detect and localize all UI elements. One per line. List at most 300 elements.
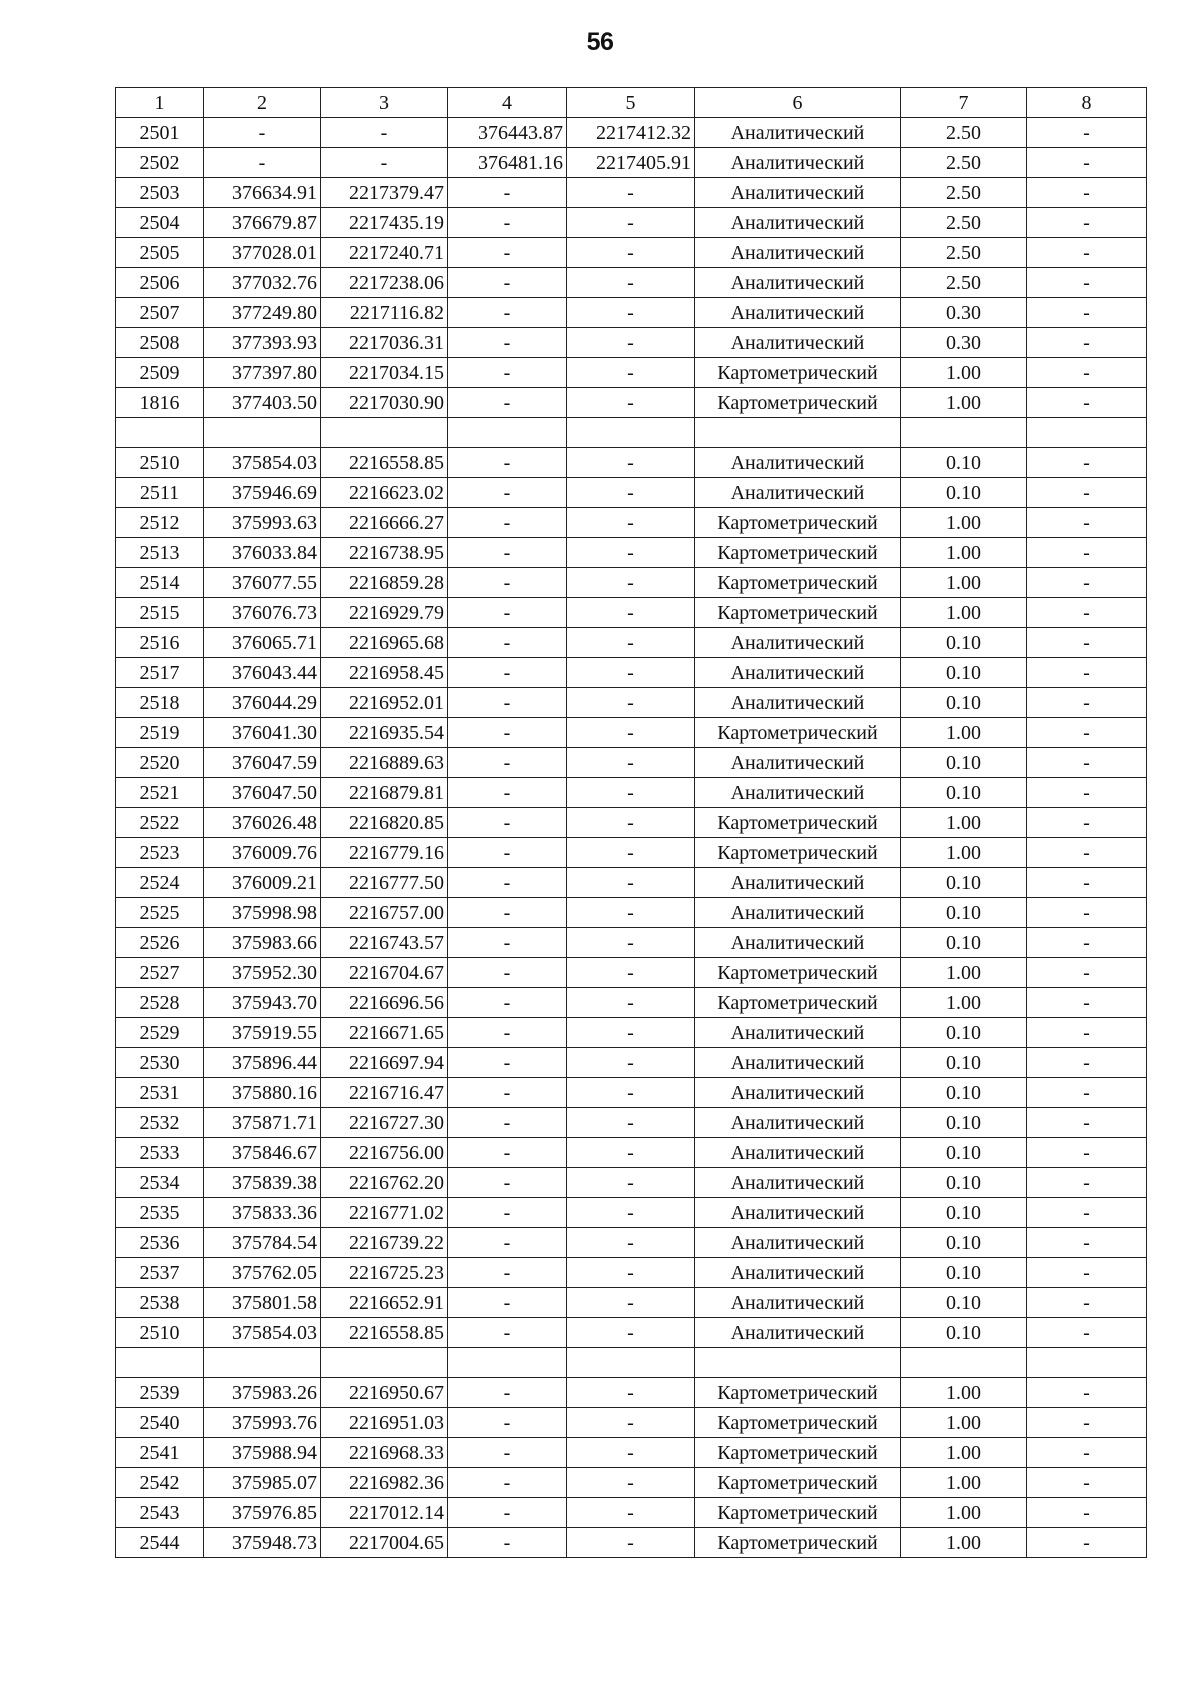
table-cell: Аналитический (695, 328, 901, 358)
table-cell: 375946.69 (204, 478, 321, 508)
table-cell: Аналитический (695, 628, 901, 658)
table-cell: 2508 (116, 328, 204, 358)
table-cell: 0.30 (901, 328, 1027, 358)
table-cell: 2506 (116, 268, 204, 298)
table-cell: - (1027, 658, 1147, 688)
table-cell: 0.10 (901, 928, 1027, 958)
table-cell: Аналитический (695, 148, 901, 178)
table-cell: 377403.50 (204, 388, 321, 418)
table-cell: - (567, 958, 695, 988)
table-cell: 0.10 (901, 478, 1027, 508)
table-cell: 375839.38 (204, 1168, 321, 1198)
table-cell: 2532 (116, 1108, 204, 1138)
table-cell: 377028.01 (204, 238, 321, 268)
table-cell (901, 418, 1027, 448)
table-cell: 375948.73 (204, 1528, 321, 1558)
table-cell: - (448, 808, 567, 838)
table-cell: - (1027, 958, 1147, 988)
table-cell: 1.00 (901, 388, 1027, 418)
table-cell: 2216696.56 (321, 988, 448, 1018)
table-cell: 2517 (116, 658, 204, 688)
table-cell: Картометрический (695, 988, 901, 1018)
table-row (116, 178, 1147, 208)
table-cell: 1.00 (901, 1528, 1027, 1558)
table-row (116, 1438, 1147, 1468)
table-cell: 2217036.31 (321, 328, 448, 358)
table-cell: 2217240.71 (321, 238, 448, 268)
table-row (116, 808, 1147, 838)
table-cell: 2216859.28 (321, 568, 448, 598)
table-cell: 2216739.22 (321, 1228, 448, 1258)
table-cell: Картометрический (695, 1378, 901, 1408)
table-cell: 0.10 (901, 1318, 1027, 1348)
table-cell: Картометрический (695, 508, 901, 538)
table-cell: - (1027, 568, 1147, 598)
table-cell: 377393.93 (204, 328, 321, 358)
table-cell: 2216666.27 (321, 508, 448, 538)
table-cell: 2217004.65 (321, 1528, 448, 1558)
table-cell (567, 1348, 695, 1378)
table-cell: Картометрический (695, 1498, 901, 1528)
table-cell: - (448, 838, 567, 868)
table-cell: 1.00 (901, 1378, 1027, 1408)
table-cell: 2534 (116, 1168, 204, 1198)
table-row (116, 868, 1147, 898)
table-cell: Аналитический (695, 928, 901, 958)
table-cell: 2.50 (901, 118, 1027, 148)
table-cell: - (1027, 178, 1147, 208)
table-cell: - (1027, 1438, 1147, 1468)
table-cell: - (448, 238, 567, 268)
table-cell: 0.10 (901, 1288, 1027, 1318)
table-cell: - (1027, 1108, 1147, 1138)
table-cell: Картометрический (695, 598, 901, 628)
table-cell: 2509 (116, 358, 204, 388)
table-cell: 376077.55 (204, 568, 321, 598)
table-row (116, 598, 1147, 628)
table-cell (695, 1348, 901, 1378)
table-cell: - (1027, 1288, 1147, 1318)
table-cell: Аналитический (695, 1018, 901, 1048)
table-row (116, 1078, 1147, 1108)
table-cell: - (448, 448, 567, 478)
table-cell: 2217238.06 (321, 268, 448, 298)
table-cell: 0.10 (901, 658, 1027, 688)
table-cell: Картометрический (695, 388, 901, 418)
table-cell: 0.10 (901, 1138, 1027, 1168)
table-cell: 2216879.81 (321, 778, 448, 808)
table-cell: - (567, 178, 695, 208)
table-cell: 2531 (116, 1078, 204, 1108)
table-cell: - (448, 298, 567, 328)
table-row (116, 1318, 1147, 1348)
table-cell: Аналитический (695, 448, 901, 478)
table-cell: 375854.03 (204, 1318, 321, 1348)
table-cell: - (448, 268, 567, 298)
table-cell: 376047.50 (204, 778, 321, 808)
table-cell: 376047.59 (204, 748, 321, 778)
table-cell: - (448, 898, 567, 928)
table-cell: 1.00 (901, 838, 1027, 868)
table-cell: - (448, 1168, 567, 1198)
table-cell: 376679.87 (204, 208, 321, 238)
table-cell: 2537 (116, 1258, 204, 1288)
table-cell: 2216652.91 (321, 1288, 448, 1318)
separator-row (116, 1348, 1147, 1378)
table-cell: 376443.87 (448, 118, 567, 148)
table-cell: 1.00 (901, 988, 1027, 1018)
table-cell: - (448, 868, 567, 898)
table-cell: 2536 (116, 1228, 204, 1258)
table-cell: Аналитический (695, 898, 901, 928)
table-cell: 0.10 (901, 868, 1027, 898)
table-cell: 376481.16 (448, 148, 567, 178)
table-cell: - (448, 1438, 567, 1468)
table-cell: - (448, 598, 567, 628)
table-cell: 2216779.16 (321, 838, 448, 868)
table-cell: - (448, 1138, 567, 1168)
table-cell: 2543 (116, 1498, 204, 1528)
table-row (116, 778, 1147, 808)
table-cell: - (448, 508, 567, 538)
table-cell: - (448, 1228, 567, 1258)
table-cell: - (567, 838, 695, 868)
table-cell: 375801.58 (204, 1288, 321, 1318)
table-cell: - (1027, 1078, 1147, 1108)
table-cell: Аналитический (695, 238, 901, 268)
table-row (116, 538, 1147, 568)
table-cell: Аналитический (695, 1108, 901, 1138)
table-cell: - (567, 1078, 695, 1108)
table-cell: 375784.54 (204, 1228, 321, 1258)
table-cell: - (567, 718, 695, 748)
table-cell: - (567, 1318, 695, 1348)
table-cell: - (448, 208, 567, 238)
table-cell: 1.00 (901, 1468, 1027, 1498)
page-number: 56 (586, 28, 614, 56)
table-cell (116, 418, 204, 448)
table-cell: - (1027, 118, 1147, 148)
table-cell: - (448, 1258, 567, 1288)
table-cell: 2216965.68 (321, 628, 448, 658)
table-cell: 1.00 (901, 538, 1027, 568)
table-cell: - (448, 1378, 567, 1408)
table-row (116, 748, 1147, 778)
table-cell: 375943.70 (204, 988, 321, 1018)
table-cell: 2216743.57 (321, 928, 448, 958)
table-cell: - (567, 1498, 695, 1528)
table-cell: 376033.84 (204, 538, 321, 568)
table-row (116, 1228, 1147, 1258)
table-row (116, 988, 1147, 1018)
table-cell: 2.50 (901, 208, 1027, 238)
table-cell: 375993.76 (204, 1408, 321, 1438)
table-cell: - (204, 118, 321, 148)
table-cell: 2216771.02 (321, 1198, 448, 1228)
table-cell: - (1027, 808, 1147, 838)
table-cell: 2216558.85 (321, 448, 448, 478)
column-header: 8 (1027, 88, 1147, 118)
table-row (116, 658, 1147, 688)
table-cell: 0.30 (901, 298, 1027, 328)
table-cell: - (1027, 868, 1147, 898)
table-row (116, 478, 1147, 508)
table-cell: - (1027, 358, 1147, 388)
table-cell: 2216716.47 (321, 1078, 448, 1108)
table-cell: 2507 (116, 298, 204, 328)
table-cell: 2514 (116, 568, 204, 598)
table-cell: 2.50 (901, 268, 1027, 298)
table-cell: - (567, 778, 695, 808)
table-cell: 1.00 (901, 1498, 1027, 1528)
table-cell: Аналитический (695, 868, 901, 898)
table-cell (448, 418, 567, 448)
table-cell: 0.10 (901, 778, 1027, 808)
table-cell: 2.50 (901, 238, 1027, 268)
table-row (116, 298, 1147, 328)
table-cell: - (448, 538, 567, 568)
table-cell: Аналитический (695, 748, 901, 778)
table-cell: 376076.73 (204, 598, 321, 628)
table-cell: 2510 (116, 448, 204, 478)
table-cell: 2217030.90 (321, 388, 448, 418)
table-cell: 2216738.95 (321, 538, 448, 568)
table-cell: - (1027, 268, 1147, 298)
table-cell: 376044.29 (204, 688, 321, 718)
table-cell: - (1027, 208, 1147, 238)
table-cell: - (567, 1018, 695, 1048)
table-cell: 2217034.15 (321, 358, 448, 388)
table-cell: 2216777.50 (321, 868, 448, 898)
table-cell (901, 1348, 1027, 1378)
table-cell: Аналитический (695, 1078, 901, 1108)
table-row (116, 1018, 1147, 1048)
table-cell: 1.00 (901, 808, 1027, 838)
table-cell: 2510 (116, 1318, 204, 1348)
table-cell: 2525 (116, 898, 204, 928)
table-cell: 2542 (116, 1468, 204, 1498)
table-cell: - (448, 478, 567, 508)
table-cell: - (448, 1048, 567, 1078)
table-row (116, 268, 1147, 298)
table-cell: - (448, 628, 567, 658)
table-cell: - (1027, 238, 1147, 268)
table-cell: Картометрический (695, 958, 901, 988)
table-cell: 2216725.23 (321, 1258, 448, 1288)
table-cell: - (567, 1108, 695, 1138)
table-cell: 377249.80 (204, 298, 321, 328)
table-cell: - (448, 1408, 567, 1438)
table-cell: 2511 (116, 478, 204, 508)
table-row (116, 1198, 1147, 1228)
table-cell (204, 418, 321, 448)
table-cell: Аналитический (695, 688, 901, 718)
table-cell: 2216623.02 (321, 478, 448, 508)
table-cell: 2541 (116, 1438, 204, 1468)
table-cell: - (1027, 688, 1147, 718)
table-cell: Аналитический (695, 298, 901, 328)
table-cell: Аналитический (695, 178, 901, 208)
table-cell: - (567, 748, 695, 778)
table-cell: 1.00 (901, 1408, 1027, 1438)
table-cell: - (567, 208, 695, 238)
table-cell: Картометрический (695, 568, 901, 598)
table-cell: 2516 (116, 628, 204, 658)
table-cell: - (1027, 628, 1147, 658)
table-cell: Аналитический (695, 478, 901, 508)
table-cell: - (1027, 1138, 1147, 1168)
table-cell: 1.00 (901, 358, 1027, 388)
table-cell: 2217405.91 (567, 148, 695, 178)
table-cell: 0.10 (901, 1048, 1027, 1078)
table-cell: Аналитический (695, 208, 901, 238)
table-cell: Аналитический (695, 1048, 901, 1078)
table-cell: - (1027, 1018, 1147, 1048)
table-cell: Картометрический (695, 808, 901, 838)
table-row (116, 1498, 1147, 1528)
table-cell (204, 1348, 321, 1378)
table-cell: - (1027, 298, 1147, 328)
table-cell: - (567, 1378, 695, 1408)
table-cell: - (448, 388, 567, 418)
table-cell: - (448, 568, 567, 598)
table-cell: - (567, 688, 695, 718)
table-cell: 2216982.36 (321, 1468, 448, 1498)
table-cell: - (567, 1258, 695, 1288)
table-cell: 375993.63 (204, 508, 321, 538)
table-cell: 2216820.85 (321, 808, 448, 838)
table-cell: 2502 (116, 148, 204, 178)
table-cell: - (448, 1108, 567, 1138)
table-cell: 2216727.30 (321, 1108, 448, 1138)
table-cell: 2.50 (901, 178, 1027, 208)
table-cell: 2544 (116, 1528, 204, 1558)
table-cell: 2522 (116, 808, 204, 838)
table-cell: - (321, 118, 448, 148)
table-cell: 2216558.85 (321, 1318, 448, 1348)
table-cell: 0.10 (901, 898, 1027, 928)
table-cell: Картометрический (695, 1528, 901, 1558)
table-cell: - (567, 568, 695, 598)
table-cell: Картометрический (695, 1438, 901, 1468)
table-cell (321, 1348, 448, 1378)
table-cell: 376009.76 (204, 838, 321, 868)
table-cell: 0.10 (901, 1108, 1027, 1138)
table-cell: - (448, 1318, 567, 1348)
table-row (116, 1288, 1147, 1318)
table-cell: 375846.67 (204, 1138, 321, 1168)
table-row (116, 388, 1147, 418)
table-cell: 2518 (116, 688, 204, 718)
table-cell: 2504 (116, 208, 204, 238)
table-cell: - (1027, 1528, 1147, 1558)
table-cell: - (448, 658, 567, 688)
column-header: 7 (901, 88, 1027, 118)
table-cell: 376009.21 (204, 868, 321, 898)
table-cell: 2513 (116, 538, 204, 568)
table-cell: - (567, 388, 695, 418)
table-cell: 0.10 (901, 1078, 1027, 1108)
table-cell: - (1027, 1408, 1147, 1438)
table-cell: 1816 (116, 388, 204, 418)
table-cell: 0.10 (901, 1228, 1027, 1258)
table-cell: 375919.55 (204, 1018, 321, 1048)
table-cell: 376043.44 (204, 658, 321, 688)
table-cell: - (448, 178, 567, 208)
table-cell: 2523 (116, 838, 204, 868)
table-cell: 375952.30 (204, 958, 321, 988)
table-cell: Картометрический (695, 1408, 901, 1438)
table-cell: - (1027, 1228, 1147, 1258)
table-cell: 2529 (116, 1018, 204, 1048)
table-cell: - (1027, 1468, 1147, 1498)
table-cell: 2216929.79 (321, 598, 448, 628)
table-cell: 2216697.94 (321, 1048, 448, 1078)
table-cell: 1.00 (901, 958, 1027, 988)
table-cell: 2503 (116, 178, 204, 208)
table-cell: 375998.98 (204, 898, 321, 928)
table-cell: - (448, 358, 567, 388)
table-row (116, 1258, 1147, 1288)
table-cell: Аналитический (695, 1138, 901, 1168)
table-cell: - (321, 148, 448, 178)
table-cell: - (1027, 1048, 1147, 1078)
table-body (116, 118, 1147, 1558)
table-cell: 2533 (116, 1138, 204, 1168)
table-cell: Аналитический (695, 268, 901, 298)
table-cell: 375896.44 (204, 1048, 321, 1078)
table-cell (695, 418, 901, 448)
table-row (116, 358, 1147, 388)
table-cell: 2501 (116, 118, 204, 148)
table-cell: 375976.85 (204, 1498, 321, 1528)
column-header: 3 (321, 88, 448, 118)
table-cell: - (448, 1078, 567, 1108)
table-cell: 2539 (116, 1378, 204, 1408)
table-row (116, 208, 1147, 238)
table-cell: 2540 (116, 1408, 204, 1438)
table-cell: - (448, 1528, 567, 1558)
table-cell: - (1027, 1498, 1147, 1528)
table-cell (116, 1348, 204, 1378)
table-cell: - (567, 808, 695, 838)
table-cell: 2216704.67 (321, 958, 448, 988)
table-cell: - (567, 988, 695, 1018)
table-cell: Аналитический (695, 1288, 901, 1318)
table-cell: 2216762.20 (321, 1168, 448, 1198)
table-row (116, 148, 1147, 178)
table-cell: - (1027, 778, 1147, 808)
table-cell: 2216952.01 (321, 688, 448, 718)
table-cell: 375880.16 (204, 1078, 321, 1108)
column-header: 5 (567, 88, 695, 118)
table-cell: - (448, 928, 567, 958)
table-cell: 2216968.33 (321, 1438, 448, 1468)
table-cell: 375854.03 (204, 448, 321, 478)
table-cell: - (567, 928, 695, 958)
table-cell: - (1027, 838, 1147, 868)
table-cell: Картометрический (695, 1468, 901, 1498)
table-cell: - (448, 958, 567, 988)
table-cell: - (448, 778, 567, 808)
table-cell: - (448, 718, 567, 748)
table-cell (1027, 418, 1147, 448)
table-row (116, 1408, 1147, 1438)
table-row (116, 1108, 1147, 1138)
table-cell: - (567, 868, 695, 898)
table-row (116, 628, 1147, 658)
table-cell: - (1027, 538, 1147, 568)
